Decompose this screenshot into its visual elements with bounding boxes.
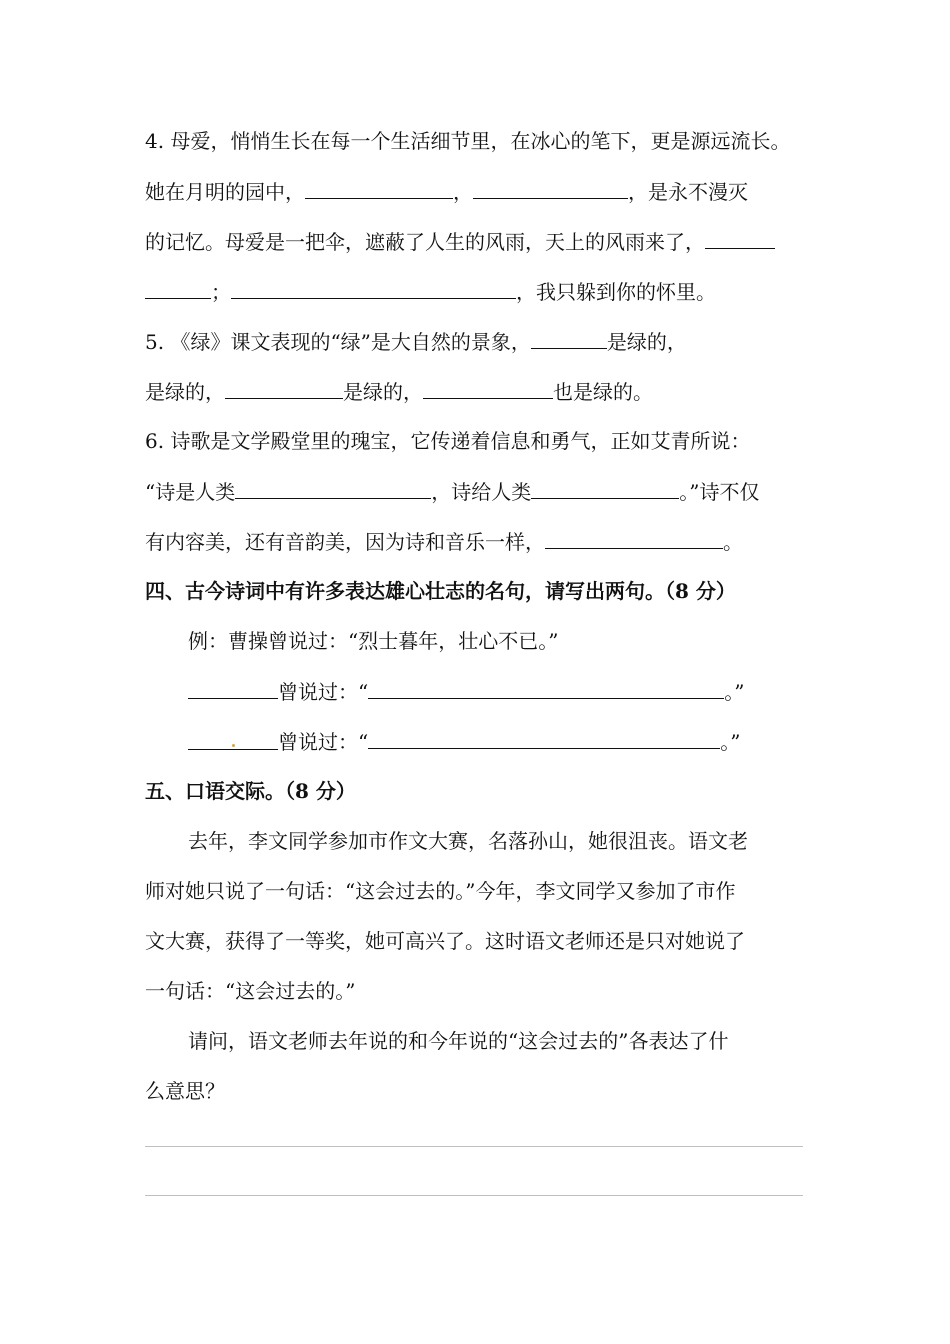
section-4-heading-text: 四、古今诗词中有许多表达雄心壮志的名句，请写出两句。（8 分） — [145, 579, 736, 603]
q5-line-2 — [145, 376, 653, 407]
q6-text-2c: 。”诗不仅 — [679, 480, 760, 504]
q4-text-2a: 她在月明的园中， — [145, 180, 305, 204]
section-5-para-line-4 — [145, 976, 355, 1006]
quote-end-2: 。” — [720, 730, 741, 754]
q4-line-3 — [145, 226, 775, 257]
q5-blank-3[interactable] — [423, 376, 553, 399]
quote-end-1: 。” — [724, 680, 745, 704]
para-text-3: 文大赛，获得了一等奖，她可高兴了。这时语文老师还是只对她说了 — [145, 929, 745, 953]
q4-blank-2[interactable] — [473, 176, 628, 199]
poet-blank-1[interactable] — [188, 676, 278, 699]
q4-blank-4[interactable] — [231, 276, 516, 299]
q6-line-3 — [145, 526, 743, 557]
section-4-example — [188, 626, 558, 656]
question-text-2: 么意思？ — [145, 1079, 225, 1103]
q4-blank-3[interactable] — [705, 226, 775, 249]
section-5-para-line-3 — [145, 926, 745, 956]
section-5-heading — [145, 776, 356, 806]
q5-line-1 — [145, 326, 687, 357]
q4-text-3a: 的记忆。母爱是一把伞，遮蔽了人生的风雨，天上的风雨来了， — [145, 230, 705, 254]
q6-text-1: 6. 诗歌是文学殿堂里的瑰宝，它传递着信息和勇气，正如艾青所说： — [145, 429, 751, 453]
para-text-1: 去年，李文同学参加市作文大赛，名落孙山，她很沮丧。语文老 — [188, 829, 748, 853]
section-5-question-line-2 — [145, 1076, 225, 1106]
q4-line-2 — [145, 176, 748, 207]
section-5-heading-text: 五、口语交际。（8 分） — [145, 779, 356, 803]
q4-line-4 — [145, 276, 716, 307]
q6-text-2a: “诗是人类 — [145, 480, 236, 504]
q4-blank-3-cont[interactable] — [145, 276, 211, 299]
answer-line-2[interactable] — [145, 1195, 803, 1196]
poet-blank-2[interactable] — [188, 727, 278, 750]
section-4-heading — [145, 576, 736, 606]
q4-text-1: 4. 母爱，悄悄生长在每一个生活细节里，在冰心的笔下，更是源远流长。 — [145, 129, 791, 153]
q4-text-4a: ； — [211, 280, 231, 304]
section-5-para-line-1 — [188, 826, 748, 856]
q6-text-3b: 。 — [723, 530, 743, 554]
question-text-1: 请问，语文老师去年说的和今年说的“这会过去的”各表达了什 — [188, 1029, 729, 1053]
q4-text-2b: ， — [453, 180, 473, 204]
q6-text-2b: ，诗给人类 — [431, 480, 532, 504]
q5-blank-1[interactable] — [531, 326, 607, 349]
section-5-question-line-1 — [188, 1026, 728, 1056]
q6-blank-2[interactable] — [531, 476, 679, 499]
para-text-4: 一句话：“这会过去的。” — [145, 979, 356, 1003]
section-4-example-text: 例：曹操曾说过：“烈士暮年，壮心不已。” — [188, 629, 559, 653]
q5-text-2b: 是绿的， — [343, 380, 423, 404]
q5-text-2a: 是绿的， — [145, 380, 225, 404]
para-text-2: 师对她只说了一句话：“这会过去的。”今年，李文同学又参加了市作 — [145, 879, 736, 903]
q6-line-1 — [145, 426, 750, 456]
q4-blank-1[interactable] — [305, 176, 453, 199]
q4-text-4b: ，我只躲到你的怀里。 — [516, 280, 716, 304]
q5-blank-2[interactable] — [225, 376, 343, 399]
orange-dot-mark — [232, 744, 235, 747]
quote-blank-2[interactable] — [368, 726, 720, 749]
section-4-answer-2 — [188, 726, 740, 757]
q6-blank-1[interactable] — [235, 476, 431, 499]
said-label-1: 曾说过：“ — [278, 680, 369, 704]
q6-line-2 — [145, 476, 759, 507]
q5-text-1a: 5. 《绿》课文表现的“绿”是大自然的景象， — [145, 330, 531, 354]
section-5-para-line-2 — [145, 876, 735, 906]
q4-line-1 — [145, 126, 790, 156]
said-label-2: 曾说过：“ — [278, 730, 369, 754]
quote-blank-1[interactable] — [368, 676, 724, 699]
q6-text-3a: 有内容美，还有音韵美，因为诗和音乐一样， — [145, 530, 545, 554]
q5-text-1b: 是绿的， — [606, 330, 687, 354]
answer-line-1[interactable] — [145, 1146, 803, 1147]
q5-text-2c: 也是绿的。 — [553, 380, 653, 404]
section-4-answer-1 — [188, 676, 744, 707]
q6-blank-3[interactable] — [545, 526, 723, 549]
q4-text-2c: ，是永不漫灭 — [628, 180, 748, 204]
